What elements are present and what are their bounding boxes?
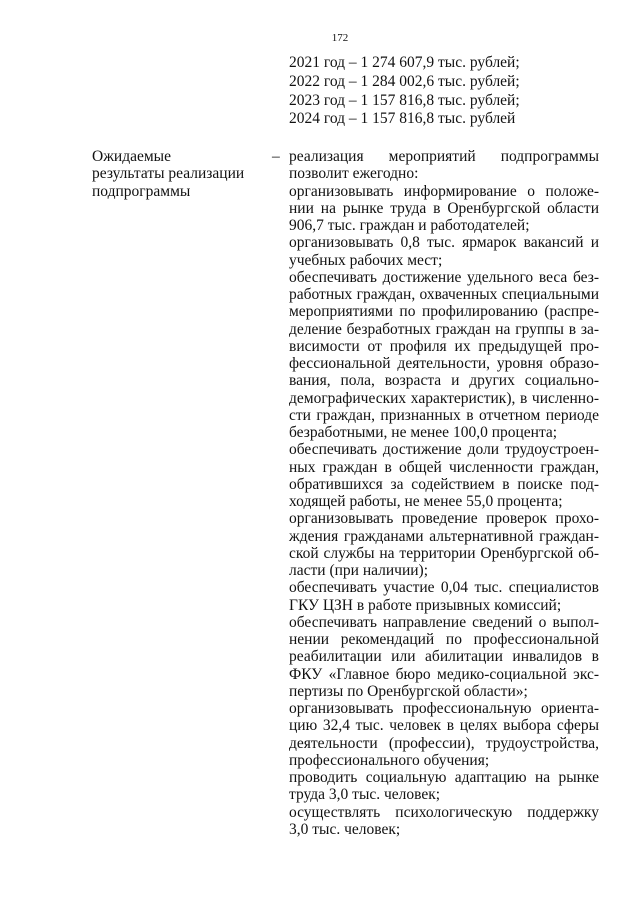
row-label-expected-results — [92, 148, 262, 200]
text-line: ждения гражданами альтернативной граждан- — [289, 527, 599, 545]
text-line: ФКУ «Главное бюро медико-социальной экс- — [289, 665, 599, 683]
dash-separator: – — [272, 148, 280, 165]
text-line: организовывать информирование о положе- — [289, 182, 599, 200]
text-line: профессионального обучения; — [289, 751, 490, 769]
text-line: реабилитации или абилитации инвалидов в — [289, 648, 599, 666]
text-line: 906,7 тыс. граждан и работодателей; — [289, 217, 530, 234]
label-line: подпрограммы — [92, 182, 191, 200]
text-line: фессиональной деятельности, уровня образо- — [289, 355, 599, 372]
text-line: обеспечивать достижение удельного веса без- — [289, 268, 599, 286]
funding-year-line: 2022 год – 1 284 002,6 тыс. рублей; — [289, 72, 520, 90]
text-line: ходящей работы, не менее 55,0 процента; — [289, 493, 563, 510]
text-line: ных граждан в общей численности граждан, — [289, 458, 599, 476]
text-line: ской службы на территории Оренбургской об- — [289, 544, 599, 562]
label-line: результаты реализации — [92, 165, 245, 183]
text-line: цию 32,4 тыс. человек в целях выбора сферы — [289, 717, 599, 735]
text-line: висимости от профиля их предыдущей про- — [289, 337, 599, 355]
expected-results-text — [289, 148, 599, 838]
text-line: организовывать проведение проверок прохо- — [289, 510, 599, 528]
text-line: деятельности (профессии), трудоустройства, — [289, 734, 599, 752]
label-line: Ожидаемые — [92, 148, 171, 165]
text-line: обеспечивать участие 0,04 тыс. специалистов — [289, 579, 599, 597]
funding-by-year — [289, 54, 520, 129]
text-line: нии на рынке труда в Оренбургской области — [289, 199, 599, 217]
text-line: ГКУ ЦЗН в работе призывных комиссий; — [289, 596, 562, 614]
text-line: реализация мероприятий подпрограммы — [289, 148, 599, 165]
page-number: 172 — [331, 32, 349, 44]
text-line: обеспечивать направление сведений о выпол- — [289, 613, 599, 631]
funding-year-line: 2021 год – 1 274 607,9 тыс. рублей; — [289, 54, 520, 71]
text-line: нении рекомендаций по профессиональной — [289, 631, 599, 648]
text-line: проводить социальную адаптацию на рынке — [289, 769, 599, 786]
text-line: 3,0 тыс. человек; — [289, 820, 401, 838]
text-line: обеспечивать достижение доли трудоустроен- — [289, 441, 599, 459]
text-line: обратившихся за содействием в поиске под- — [289, 475, 599, 493]
text-line: пертизы по Оренбургской области»; — [289, 682, 528, 700]
text-line: деление безработных граждан на группы в за- — [289, 320, 599, 338]
text-line: демографических характеристик), в численно- — [289, 389, 599, 407]
text-line: организовывать 0,8 тыс. ярмарок вакансий и — [289, 234, 599, 252]
text-line: осуществлять психологическую поддержку — [289, 803, 599, 821]
funding-year-line: 2024 год – 1 157 816,8 тыс. рублей — [289, 110, 516, 128]
text-line: труда 3,0 тыс. человек; — [289, 786, 441, 804]
text-line: позволит ежегодно: — [289, 165, 419, 183]
text-line: безработными, не менее 100,0 процента; — [289, 424, 558, 441]
text-line: организовывать профессиональную ориента- — [289, 700, 599, 717]
text-line: мероприятиями по профилированию (распре- — [289, 303, 599, 321]
text-line: работных граждан, охваченных специальными — [289, 286, 599, 303]
text-line: ласти (при наличии); — [289, 562, 429, 579]
funding-year-line: 2023 год – 1 157 816,8 тыс. рублей; — [289, 91, 520, 109]
text-line: сти граждан, признанных в отчетном периоде — [289, 406, 599, 424]
text-line: вания, пола, возраста и других социально- — [289, 372, 599, 390]
text-line: учебных рабочих мест; — [289, 251, 443, 269]
